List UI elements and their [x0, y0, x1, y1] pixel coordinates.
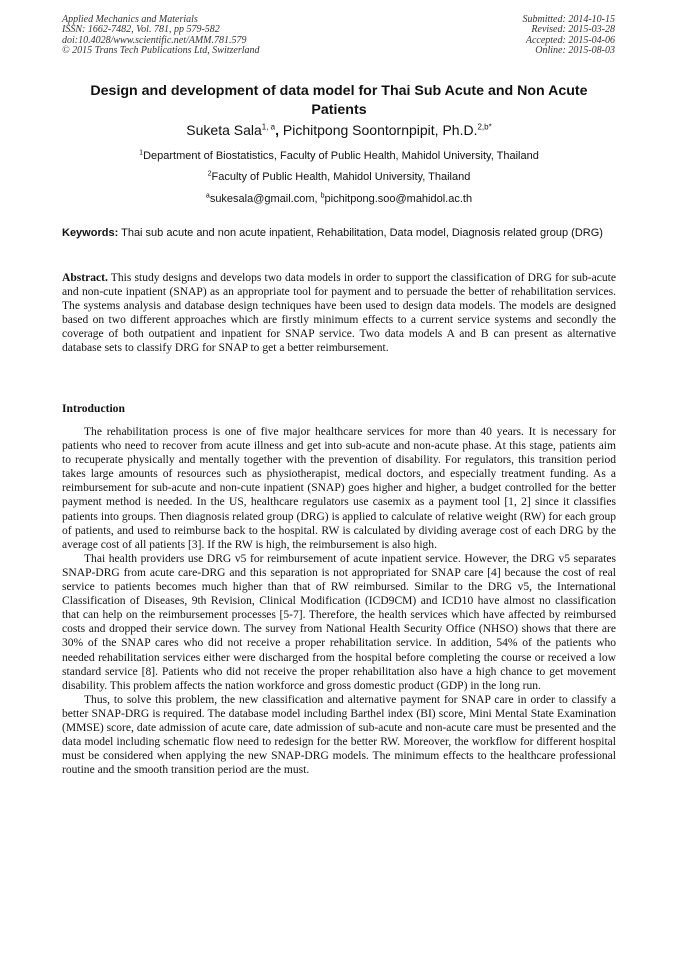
- abstract: [62, 271, 616, 356]
- journal-doi: doi:10.4028/www.scientific.net/AMM.781.579: [62, 34, 247, 46]
- keywords-label: Keywords:: [62, 227, 119, 239]
- author-emails: [62, 192, 616, 206]
- date-accepted: Accepted: 2015-04-06: [525, 34, 615, 46]
- email-b: pichitpong.soo@mahidol.ac.th: [324, 193, 473, 205]
- abstract-text: This study designs and develops two data models in order to support the classification of DRG for sub-acute and non-cute inpatient (SNAP) as an appropriate tool for payment and to persuade the better of rehabilitation services. The systems analysis and database design techniques have been used to design data models. The models are designed based on two different approaches which are firstly minimum effects to a current service systems and secondly the coverage of both outpatient and inpatient for SNAP service. Two data models A and B can present as alternative database sets to classify DRG for SNAP to get a better reimbursement.: [62, 272, 616, 355]
- affiliation-1: [62, 149, 616, 163]
- affiliation-2: [62, 170, 616, 184]
- journal-name: Applied Mechanics and Materials: [62, 14, 198, 25]
- author-separator: ,: [275, 122, 283, 138]
- author-2-affiliation-mark: 2,b*: [477, 122, 492, 132]
- section-heading-introduction: Introduction: [62, 402, 125, 415]
- author-2: Pichitpong Soontornpipit, Ph.D.: [282, 122, 478, 138]
- author-1-affiliation-mark: 1, a: [261, 122, 276, 132]
- date-revised: Revised: 2015-03-28: [531, 24, 615, 36]
- date-online: Online: 2015-08-03: [535, 45, 615, 57]
- affiliation-1-mark: 1: [139, 149, 144, 157]
- introduction-body: [62, 425, 616, 777]
- email-b-mark: b: [320, 192, 325, 200]
- date-submitted: Submitted: 2014-10-15: [522, 14, 615, 25]
- affiliation-2-mark: 2: [207, 170, 212, 178]
- paragraph: Thai health providers use DRG v5 for reimbursement of acute inpatient service. However, the DRG v5 separates SNAP-DRG from acute care-DRG and this separation is not appropriated for SNAP care [4] because the cost of real service to patients becomes much higher than that of RW reimbursed. Similar to the DRG v5, the International Classification of Diseases, 9th Revision, Clinical Modification (ICD9CM) and ICD10 have almost no classification that can help on the reimbursement processes [5-7]. Therefore, the health services which have affected by reimbursed costs and dropped their service down. The survey from National Health Security Office (NHSO) shows that there are 30% of the SNAP cares who did not receive a proper rehabilitation service. In addition, 54% of the patients who needed rehabilitation services either were discharged from the hospital before completing the course or received a low standard service [8]. Patients who did not receive the proper rehabilitation also have a high chance to get movement disability. This problem affects the nation workforce and gross domestic product (GDP) in the long run.: [62, 552, 616, 692]
- submission-dates: [523, 15, 616, 57]
- affiliation-2-text: Faculty of Public Health, Mahidol University, Thailand: [211, 171, 471, 183]
- journal-info: [62, 15, 260, 57]
- author-line: [62, 121, 616, 139]
- author-1: Suketa Sala: [186, 122, 262, 138]
- email-a: sukesala@gmail.com,: [209, 193, 321, 205]
- paper-title: Design and development of data model for Thai Sub Acute and Non Acute Patients: [90, 83, 588, 118]
- abstract-label: Abstract.: [62, 272, 108, 284]
- paragraph: Thus, to solve this problem, the new classification and alternative payment for SNAP care in order to classify a better SNAP-DRG is required. The database model including Barthel index (BI) score, Mini Mental State Examination (MMSE) score, date admission of acute care, date admission of sub-acute and non-acute care must be presented and the data model including schematic flow need to redesign for the better RW. Moreover, the workflow for different hospital must be considered when applying the new SNAP-DRG models. The minimum effects to the healthcare professional routine and the smooth transition period are the must.: [62, 693, 616, 777]
- keywords-text: Thai sub acute and non acute inpatient, Rehabilitation, Data model, Diagnosis related group (DRG): [118, 227, 603, 239]
- journal-issn: ISSN: 1662-7482, Vol. 781, pp 579-582: [62, 24, 220, 36]
- journal-copyright: © 2015 Trans Tech Publications Ltd, Switzerland: [62, 45, 260, 57]
- affiliation-1-text: Department of Biostatistics, Faculty of Public Health, Mahidol University, Thailand: [143, 150, 539, 162]
- keywords: [62, 226, 616, 241]
- email-a-mark: a: [205, 192, 210, 200]
- paragraph: The rehabilitation process is one of five major healthcare services for more than 40 years. It is necessary for patients who need to recover from acute illness and get into sub-acute and non-acute phase. At this stage, patients aim to recuperate physically and mentally together with the prevention of disability. For regulators, this transition period takes large amounts of resources such as physiotherapist, medical doctors, and especially treatment funding. As a reimbursement for sub-acute and non-cute inpatient (SNAP) goes higher and higher, a budget controlled for the better payment method is needed. In the US, healthcare regulators use casemix as a payment tool [1, 2] since it classifies patients into groups. Then diagnosis related group (DRG) is applied to calculate of relative weight (RW) for each group of patients, and used to reimburse back to the hospital. RW is calculated by dividing average cost of each DRG by the average cost of all patients [3]. If the RW is high, the reimbursement is also high.: [62, 426, 616, 551]
